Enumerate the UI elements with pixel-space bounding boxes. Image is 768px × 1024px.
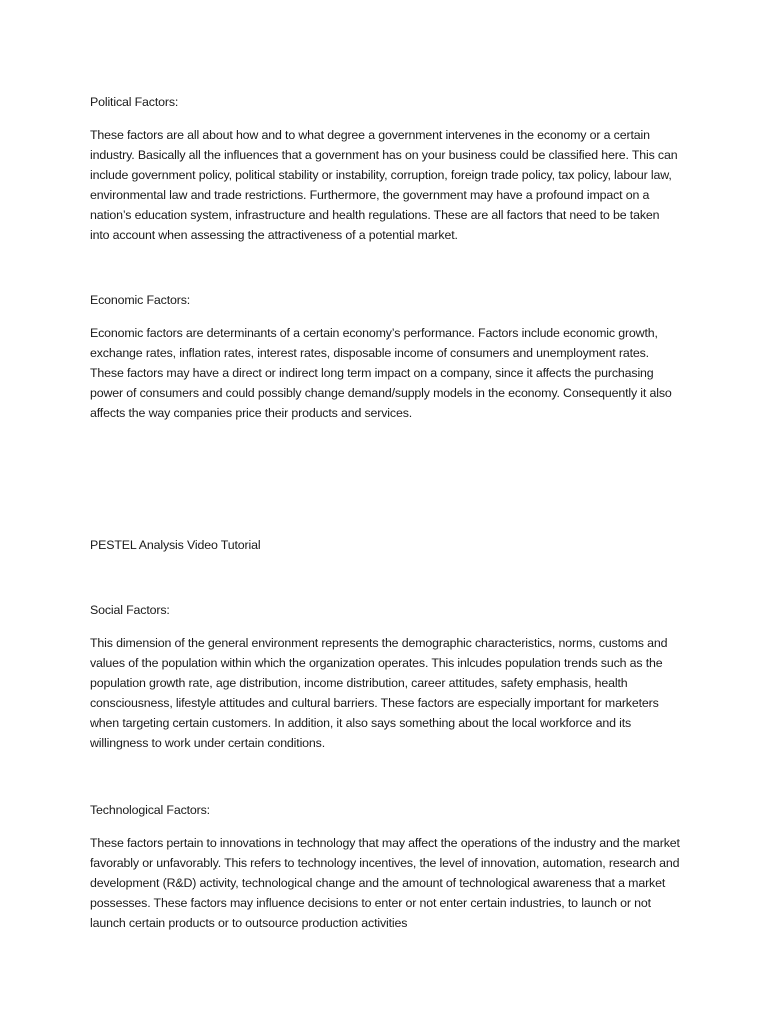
- political-factors-paragraph: These factors are all about how and to what degree a government intervenes in the economy or a certain industry. Basically all the influences that a government has on your business could be classified here. This can include government policy, political stability or instability, corruption, foreign trade policy, tax policy, labour law, environmental law and trade restrictions. Furthermore, the government may have a profound impact on a nation’s education system, infrastructure and health regulations. These are all factors that need to be taken into account when assessing the attractiveness of a potential market.: [90, 128, 678, 242]
- technological-factors-paragraph: These factors pertain to innovations in technology that may affect the operations of the industry and the market favorably or unfavorably. This refers to technology incentives, the level of innovation, automation, research and development (R&D) activity, technological change and the amount of technological awareness that a market possesses. These factors may influence decisions to enter or not enter certain industries, to launch or not launch certain products or to outsource production activities: [90, 836, 680, 930]
- economic-factors-paragraph: Economic factors are determinants of a certain economy’s performance. Factors include economic growth, exchange rates, inflation rates, interest rates, disposable income of consumers and unemployment rates. These factors may have a direct or indirect long term impact on a company, since it affects the purchasing power of consumers and could possibly change demand/supply models in the economy. Consequently it also affects the way companies price their products and services.: [90, 326, 672, 420]
- social-factors-paragraph: This dimension of the general environment represents the demographic characteristics, norms, customs and values of the population within which the organization operates. This inlcudes population trends such as the population growth rate, age distribution, income distribution, career attitudes, safety emphasis, health consciousness, lifestyle attitudes and cultural barriers. These factors are especially important for marketers when targeting certain customers. In addition, it also says something about the local workforce and its willingness to work under certain conditions.: [90, 636, 668, 750]
- economic-factors-heading: Economic Factors:: [90, 293, 191, 307]
- political-factors-heading: Political Factors:: [90, 95, 179, 109]
- video-tutorial-heading: PESTEL Analysis Video Tutorial: [90, 538, 261, 552]
- technological-factors-heading: Technological Factors:: [90, 803, 210, 817]
- social-factors-heading: Social Factors:: [90, 603, 170, 617]
